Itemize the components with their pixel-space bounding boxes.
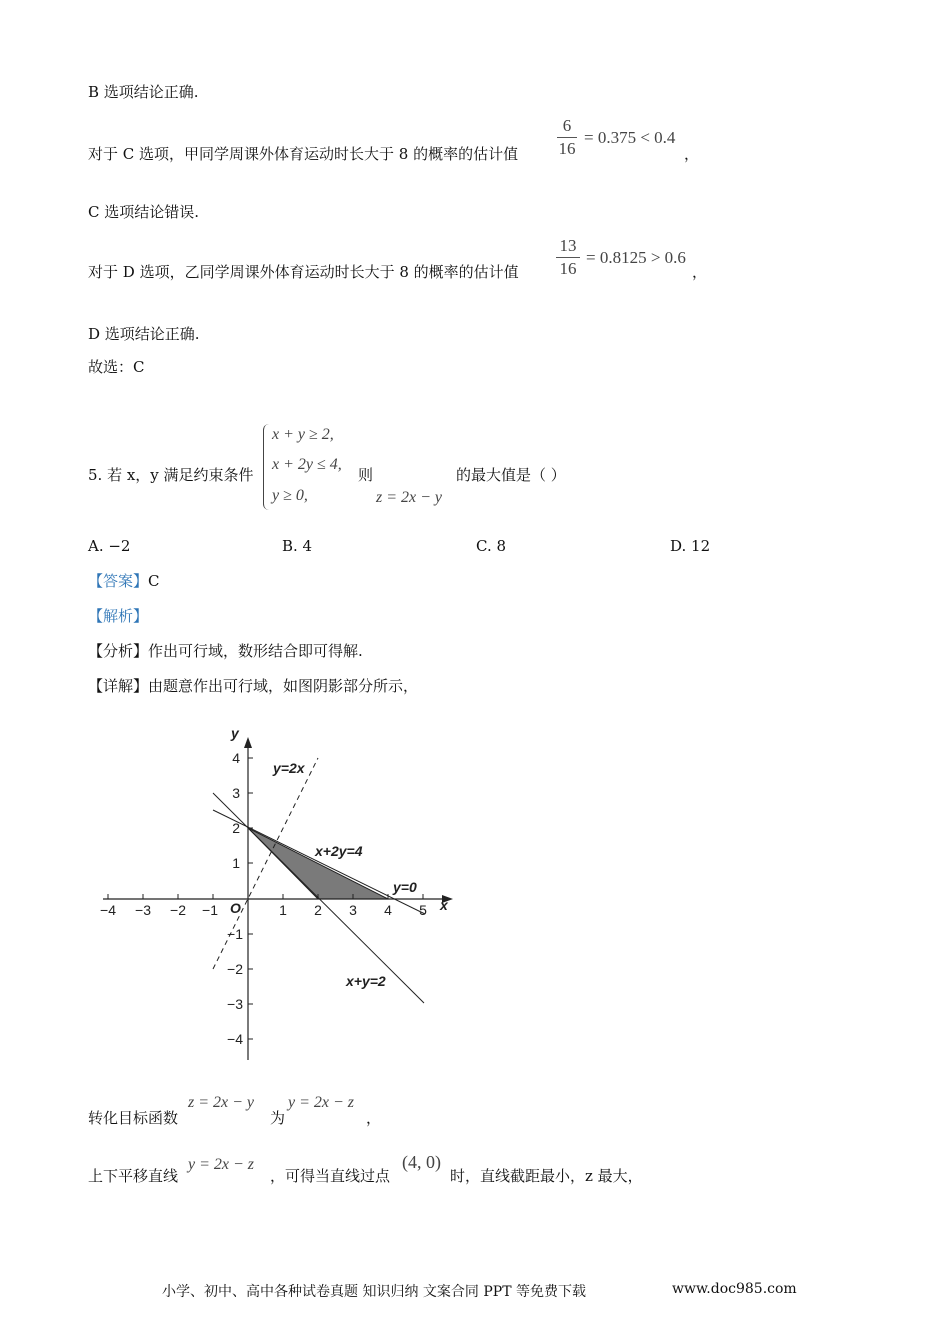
- y-tick-label: −1: [227, 926, 243, 942]
- x-tick-label: −1: [202, 902, 218, 918]
- xiangjie-tag: 【详解】: [88, 677, 149, 695]
- q5-then: 则: [358, 466, 374, 484]
- c-comma: ，: [684, 145, 700, 163]
- transform-end: ，: [366, 1109, 382, 1127]
- shift-mid: ，可得当直线过点: [270, 1167, 391, 1185]
- footer-text: 小学、初中、高中各种试卷真题 知识归纳 文案合同 PPT 等免费下载: [162, 1284, 586, 1300]
- c-fraction-numerator: 6: [562, 116, 572, 135]
- choose-c-text: 故选：C: [88, 358, 145, 376]
- x-tick-label: 5: [419, 902, 427, 918]
- y-tick-label: 4: [232, 750, 240, 766]
- xiangjie-text: 由题意作出可行域，如图阴影部分所示，: [148, 677, 419, 695]
- y-tick-label: 1: [232, 855, 240, 871]
- d-option-intro: 对于 D 选项，乙同学周课外体育运动时长大于 8 的概率的估计值: [88, 263, 519, 281]
- y-tick-label: −4: [227, 1031, 243, 1047]
- x-tick-label: 1: [279, 902, 287, 918]
- x-tick-label: −3: [135, 902, 151, 918]
- analysis-tag: 【解析】: [88, 607, 149, 625]
- q5-stem-prefix: 5. 若 x，y 满足约束条件: [88, 466, 254, 484]
- label-x-plus-2y-equals-4: x+2y=4: [315, 843, 363, 859]
- x-tick-label: −4: [100, 902, 116, 918]
- d-fraction-comparison: = 0.8125 > 0.6: [586, 248, 686, 267]
- option-d: D. 12: [670, 537, 711, 555]
- answer-tag: 【答案】: [88, 572, 149, 590]
- answer-value: C: [148, 572, 160, 590]
- label-y-equals-0: y=0: [393, 879, 417, 895]
- c-fraction-comparison: = 0.375 < 0.4: [584, 128, 676, 147]
- constraint-3: y ≥ 0,: [272, 487, 308, 504]
- d-fraction-numerator: 13: [559, 236, 577, 255]
- label-y-equals-2x: y=2x: [273, 760, 305, 776]
- transform-prefix: 转化目标函数: [88, 1109, 179, 1127]
- option-a: A. −2: [88, 537, 131, 555]
- c-wrong-text: C 选项结论错误.: [88, 203, 200, 221]
- fenxi-tag: 【分析】: [88, 642, 149, 660]
- y-tick-label: −3: [227, 996, 243, 1012]
- footer-site-link[interactable]: www.doc985.com: [672, 1281, 797, 1297]
- option-b: B. 4: [282, 537, 313, 555]
- transform-expr1: z = 2x − y: [188, 1094, 255, 1111]
- y-tick-label: −2: [227, 961, 243, 977]
- shift-point: (4, 0): [402, 1152, 441, 1172]
- d-correct-text: D 选项结论正确.: [88, 325, 200, 343]
- b-correct-text: B 选项结论正确.: [88, 83, 199, 101]
- y-axis-arrow: [244, 737, 252, 748]
- d-comma: ，: [692, 263, 708, 281]
- q5-objective: z = 2x − y: [376, 489, 443, 506]
- fenxi-text: 作出可行域，数形结合即可得解.: [148, 642, 363, 660]
- x-tick-label: 2: [314, 902, 322, 918]
- constraint-1: x + y ≥ 2,: [272, 426, 334, 443]
- shift-expr: y = 2x − z: [188, 1156, 255, 1173]
- y-tick-label: 3: [232, 785, 240, 801]
- constraint-2: x + 2y ≤ 4,: [272, 456, 342, 473]
- c-option-intro: 对于 C 选项，甲同学周课外体育运动时长大于 8 的概率的估计值: [88, 145, 519, 163]
- q5-stem-suffix: 的最大值是（ ）: [456, 466, 566, 484]
- feasible-region-shading: [248, 828, 388, 899]
- origin-label: O: [230, 900, 241, 916]
- y-axis-label: y: [231, 725, 239, 741]
- shift-suffix: 时，直线截距最小，z 最大，: [450, 1167, 643, 1185]
- x-tick-label: 4: [384, 902, 392, 918]
- option-c: C. 8: [476, 537, 507, 555]
- y-tick-label: 2: [232, 820, 240, 836]
- x-tick-label: 3: [349, 902, 357, 918]
- x-tick-label: −2: [170, 902, 186, 918]
- transform-mid: 为: [270, 1109, 286, 1127]
- d-fraction-denominator: 16: [559, 259, 577, 278]
- x-axis-label: x: [440, 897, 448, 913]
- transform-expr2: y = 2x − z: [288, 1094, 355, 1111]
- label-x-plus-y-equals-2: x+y=2: [346, 973, 386, 989]
- shift-prefix: 上下平移直线: [88, 1167, 179, 1185]
- c-fraction-denominator: 16: [558, 139, 576, 158]
